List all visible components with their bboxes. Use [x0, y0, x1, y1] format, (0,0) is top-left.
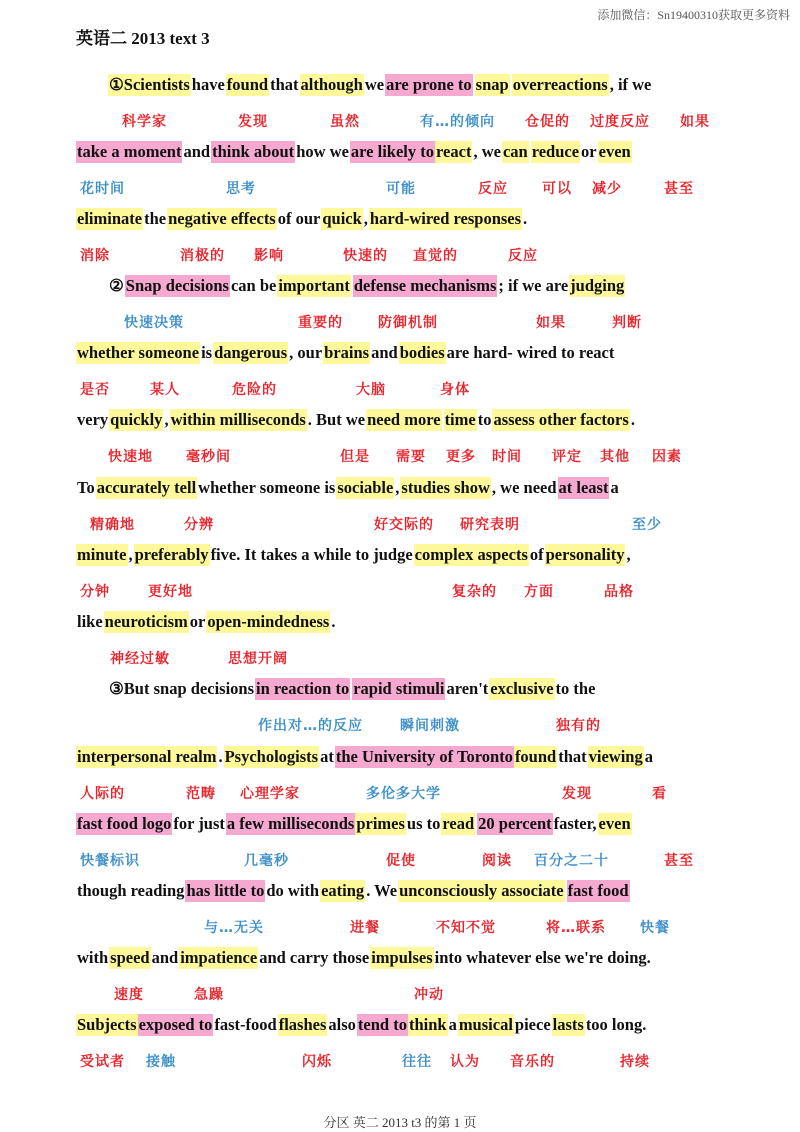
- plain-text: do with: [266, 881, 320, 900]
- plain-text: to the: [555, 679, 596, 698]
- highlight-yellow-word: neuroticism: [104, 612, 188, 631]
- highlight-yellow-word: flashes: [278, 1015, 327, 1034]
- highlight-yellow-word: brains: [324, 343, 370, 362]
- plain-text: ,: [363, 209, 368, 228]
- translation-note-red: 大脑: [356, 382, 386, 398]
- highlight-yellow-word: within milliseconds: [170, 410, 306, 429]
- translation-note-red: 发现: [238, 114, 268, 130]
- translation-note-red: 身体: [440, 382, 470, 398]
- translation-note-red: 阅读: [482, 853, 512, 869]
- translation-note-red: 某人: [150, 382, 180, 398]
- highlight-pink-phrase: at least: [558, 478, 609, 497]
- highlight-yellow-word: read: [442, 814, 475, 833]
- highlight-yellow-word: unconsciously associate: [399, 881, 564, 900]
- plain-text: and: [371, 343, 398, 362]
- highlight-yellow-word: snap: [475, 75, 509, 94]
- translation-note-red: 闪烁: [302, 1054, 332, 1070]
- translation-note-blue: 百分之二十: [534, 853, 609, 869]
- highlight-yellow-word: need more: [367, 410, 441, 429]
- plain-text: .: [331, 612, 336, 631]
- plain-text: ,: [395, 478, 400, 497]
- translation-note-red: 急躁: [194, 987, 224, 1003]
- translation-note-red: 评定: [552, 449, 582, 465]
- highlight-pink-phrase: defense mechanisms: [353, 276, 497, 295]
- translation-note-blue: 作出对…的反应: [258, 718, 363, 734]
- translation-note-red: 范畴: [186, 786, 216, 802]
- plain-text: like: [77, 612, 103, 631]
- english-line: [76, 477, 620, 499]
- highlight-pink-phrase: the University of Toronto: [335, 747, 513, 766]
- watermark: 添加微信：Sn19400310获取更多资料: [597, 8, 790, 22]
- translation-note-blue: 有…的倾向: [420, 114, 495, 130]
- translation-note-red: 是否: [80, 382, 110, 398]
- translation-note-red: 复杂的: [452, 584, 497, 600]
- plain-text: faster,: [553, 814, 597, 833]
- translation-note-red: 如果: [536, 315, 566, 331]
- plain-text: that: [270, 75, 299, 94]
- plain-text: into whatever else we're doing.: [434, 948, 651, 967]
- highlight-yellow-word: preferably: [134, 545, 209, 564]
- highlight-yellow-word: hard-wired responses: [369, 209, 522, 228]
- english-line: [108, 678, 596, 700]
- translation-note-red: 分辨: [184, 517, 214, 533]
- english-line: [108, 74, 652, 96]
- highlight-yellow-word: even: [598, 814, 631, 833]
- translation-note-blue: 与…无关: [204, 920, 264, 936]
- highlight-pink-phrase: rapid stimuli: [353, 679, 445, 698]
- highlight-yellow-word: judging: [570, 276, 625, 295]
- plain-text: how we: [296, 142, 349, 161]
- plain-text: are hard- wired to react: [446, 343, 615, 362]
- translation-note-red: 因素: [652, 449, 682, 465]
- highlight-yellow-word: important: [278, 276, 350, 295]
- highlight-yellow-word: impatience: [180, 948, 258, 967]
- plain-text: of: [529, 545, 544, 564]
- english-line: [76, 141, 632, 163]
- translation-note-red: 人际的: [80, 786, 125, 802]
- plain-text: five. It takes a while to judge: [210, 545, 413, 564]
- plain-text: fast-food: [214, 1015, 277, 1034]
- highlight-pink-phrase: fast food: [567, 881, 629, 900]
- highlight-yellow-word: studies show: [401, 478, 490, 497]
- highlight-yellow-word: time: [444, 410, 476, 429]
- plain-text: can be: [230, 276, 277, 295]
- highlight-pink-phrase: a few milliseconds: [226, 814, 355, 833]
- highlight-yellow-word: impulses: [371, 948, 433, 967]
- highlight-yellow-word: even: [598, 142, 631, 161]
- highlight-pink-phrase: take a moment: [77, 142, 182, 161]
- translation-note-red: 直觉的: [413, 248, 458, 264]
- highlight-yellow-word: minute: [77, 545, 127, 564]
- translation-note-blue: 快速决策: [124, 315, 184, 331]
- translation-note-red: 需要: [396, 449, 426, 465]
- translation-note-red: 更好地: [148, 584, 193, 600]
- plain-text: though reading: [77, 881, 185, 900]
- translation-note-red: 研究表明: [460, 517, 520, 533]
- highlight-yellow-word: negative effects: [168, 209, 276, 228]
- plain-text: to: [477, 410, 492, 429]
- highlight-yellow-word: reduce: [531, 142, 580, 161]
- translation-note-red: 好交际的: [374, 517, 434, 533]
- translation-note-blue: 往往: [402, 1054, 432, 1070]
- highlight-yellow-word: think: [408, 1015, 447, 1034]
- translation-note-red: 独有的: [556, 718, 601, 734]
- plain-text: the: [144, 209, 167, 228]
- english-line: [76, 611, 336, 633]
- highlight-yellow-word: quickly: [110, 410, 163, 429]
- translation-note-blue: 快餐标识: [80, 853, 140, 869]
- plain-text: .: [630, 410, 635, 429]
- plain-text: or: [581, 142, 597, 161]
- highlight-yellow-word: bodies: [399, 343, 445, 362]
- translation-note-red: 消极的: [180, 248, 225, 264]
- page-footer: 分区 英二 2013 t3 的第 1 页: [323, 1115, 477, 1130]
- translation-note-red: 方面: [524, 584, 554, 600]
- highlight-yellow-word: sociable: [337, 478, 394, 497]
- highlight-yellow-word: personality: [545, 545, 625, 564]
- translation-note-red: 持续: [620, 1054, 650, 1070]
- plain-text: ; if we are: [498, 276, 569, 295]
- highlight-pink-phrase: fast food logo: [77, 814, 172, 833]
- plain-text: and: [151, 948, 179, 967]
- highlight-pink-phrase: think about: [212, 142, 295, 161]
- highlight-yellow-word: open-mindedness: [207, 612, 330, 631]
- plain-text: . But we: [307, 410, 366, 429]
- plain-text: a: [644, 747, 653, 766]
- translation-note-red: 反应: [508, 248, 538, 264]
- plain-text: at: [320, 747, 334, 766]
- highlight-pink-phrase: has little to: [186, 881, 265, 900]
- highlight-yellow-word: eating: [321, 881, 365, 900]
- plain-text: of our: [277, 209, 321, 228]
- translation-note-blue: 多伦多大学: [366, 786, 441, 802]
- translation-note-red: 过度反应: [590, 114, 650, 130]
- translation-note-red: 防御机制: [378, 315, 438, 331]
- plain-text: is: [201, 343, 213, 362]
- translation-note-red: 科学家: [122, 114, 167, 130]
- english-line: [76, 342, 615, 364]
- translation-note-red: 时间: [492, 449, 522, 465]
- plain-text: ,: [128, 545, 133, 564]
- highlight-yellow-word: eliminate: [77, 209, 143, 228]
- plain-text: or: [189, 612, 206, 631]
- english-line: [108, 275, 625, 297]
- highlight-yellow-word: found: [514, 747, 557, 766]
- translation-note-red: 音乐的: [510, 1054, 555, 1070]
- plain-text: .: [523, 209, 528, 228]
- highlight-pink-phrase: 20 percent: [478, 814, 552, 833]
- highlight-yellow-word: Psychologists: [224, 747, 319, 766]
- highlight-pink-phrase: Snap decisions: [125, 276, 229, 295]
- translation-note-red: 减少: [592, 181, 622, 197]
- plain-text: , if we: [609, 75, 652, 94]
- highlight-pink-phrase: are likely to: [350, 142, 435, 161]
- highlight-yellow-word: primes: [356, 814, 405, 833]
- plain-text: and carry those: [259, 948, 370, 967]
- english-line: [76, 813, 632, 835]
- plain-text: whether someone is: [198, 478, 336, 497]
- translation-note-blue: 几毫秒: [244, 853, 289, 869]
- translation-note-blue: 瞬间刺激: [400, 718, 460, 734]
- translation-note-blue: 至少: [632, 517, 662, 533]
- translation-note-red: 不知不觉: [436, 920, 496, 936]
- highlight-yellow-word: musical: [458, 1015, 513, 1034]
- highlight-yellow-word: complex aspects: [414, 545, 528, 564]
- translation-note-blue: 花时间: [80, 181, 125, 197]
- plain-text: too long.: [585, 1015, 647, 1034]
- translation-note-red: 更多: [446, 449, 476, 465]
- plain-text: a: [610, 478, 619, 497]
- translation-note-red: 速度: [114, 987, 144, 1003]
- translation-note-red: 虽然: [330, 114, 360, 130]
- highlight-yellow-word: found: [226, 75, 269, 94]
- plain-text: ②: [109, 276, 124, 295]
- translation-note-red: 发现: [562, 786, 592, 802]
- highlight-pink-phrase: tend to: [357, 1015, 407, 1034]
- translation-note-red: 神经过敏: [110, 651, 170, 667]
- translation-note-red: 其他: [600, 449, 630, 465]
- translation-note-red: 甚至: [664, 181, 694, 197]
- translation-note-red: 如果: [680, 114, 710, 130]
- translation-note-red: 仓促的: [525, 114, 570, 130]
- translation-note-red: 判断: [612, 315, 642, 331]
- translation-note-red: 反应: [478, 181, 508, 197]
- highlight-yellow-word: accurately tell: [96, 478, 197, 497]
- highlight-yellow-word: speed: [110, 948, 150, 967]
- plain-text: , we need: [491, 478, 557, 497]
- english-line: [76, 409, 636, 431]
- highlight-yellow-word: react: [436, 142, 472, 161]
- translation-note-red: 心理学家: [240, 786, 300, 802]
- highlight-pink-phrase: exposed to: [138, 1015, 213, 1034]
- plain-text: ,: [164, 410, 169, 429]
- translation-note-red: 精确地: [90, 517, 135, 533]
- highlight-yellow-word: dangerous: [214, 343, 288, 362]
- highlight-yellow-word: can: [502, 142, 528, 161]
- plain-text: for just: [173, 814, 225, 833]
- highlight-yellow-word: assess other factors: [493, 410, 629, 429]
- translation-note-red: 促使: [386, 853, 416, 869]
- plain-text: , we: [473, 142, 501, 161]
- plain-text: with: [77, 948, 109, 967]
- translation-note-red: 品格: [604, 584, 634, 600]
- translation-note-red: 将…联系: [546, 920, 606, 936]
- plain-text: very: [77, 410, 109, 429]
- plain-text: ③But snap decisions: [109, 679, 255, 698]
- english-line: [76, 880, 630, 902]
- english-line: [76, 208, 528, 230]
- plain-text: and: [183, 142, 211, 161]
- highlight-yellow-word: interpersonal realm: [77, 747, 217, 766]
- translation-note-red: 快速的: [343, 248, 388, 264]
- plain-text: have: [191, 75, 225, 94]
- highlight-pink-phrase: are prone to: [386, 75, 472, 94]
- plain-text: .: [218, 747, 223, 766]
- plain-text: us to: [406, 814, 441, 833]
- highlight-yellow-word: viewing: [588, 747, 643, 766]
- translation-note-blue: 接触: [146, 1054, 176, 1070]
- highlight-pink-phrase: in reaction to: [256, 679, 350, 698]
- highlight-yellow-word: ①Scientists: [109, 75, 190, 94]
- plain-text: piece: [514, 1015, 551, 1034]
- translation-note-red: 进餐: [350, 920, 380, 936]
- highlight-yellow-word: quick: [322, 209, 362, 228]
- plain-text: that: [558, 747, 587, 766]
- plain-text: . We: [366, 881, 398, 900]
- document-title: 英语二 2013 text 3: [76, 29, 210, 48]
- highlight-yellow-word: although: [300, 75, 363, 94]
- plain-text: To: [77, 478, 95, 497]
- highlight-yellow-word: Subjects: [77, 1015, 137, 1034]
- english-line: [76, 1014, 647, 1036]
- plain-text: we: [364, 75, 385, 94]
- translation-note-red: 但是: [340, 449, 370, 465]
- translation-note-blue: 快餐: [640, 920, 670, 936]
- plain-text: , our: [289, 343, 323, 362]
- translation-note-red: 分钟: [80, 584, 110, 600]
- plain-text: a: [448, 1015, 457, 1034]
- english-line: [76, 544, 632, 566]
- translation-note-blue: 思考: [226, 181, 256, 197]
- translation-note-red: 危险的: [232, 382, 277, 398]
- plain-text: aren't: [446, 679, 489, 698]
- translation-note-red: 认为: [450, 1054, 480, 1070]
- highlight-yellow-word: overreactions: [512, 75, 608, 94]
- highlight-yellow-word: exclusive: [490, 679, 554, 698]
- english-line: [76, 746, 654, 768]
- translation-note-red: 思想开阔: [228, 651, 288, 667]
- translation-note-red: 甚至: [664, 853, 694, 869]
- english-line: [76, 947, 652, 969]
- translation-note-red: 影响: [254, 248, 284, 264]
- translation-note-red: 受试者: [80, 1054, 125, 1070]
- highlight-yellow-word: whether someone: [77, 343, 200, 362]
- translation-note-red: 冲动: [414, 987, 444, 1003]
- translation-note-red: 快速地: [108, 449, 153, 465]
- translation-note-red: 重要的: [298, 315, 343, 331]
- plain-text: ,: [626, 545, 631, 564]
- translation-note-red: 看: [652, 786, 667, 802]
- translation-note-red: 可以: [542, 181, 572, 197]
- plain-text: also: [328, 1015, 356, 1034]
- translation-note-red: 毫秒间: [186, 449, 231, 465]
- translation-note-red: 消除: [80, 248, 110, 264]
- highlight-yellow-word: lasts: [552, 1015, 584, 1034]
- translation-note-blue: 可能: [386, 181, 416, 197]
